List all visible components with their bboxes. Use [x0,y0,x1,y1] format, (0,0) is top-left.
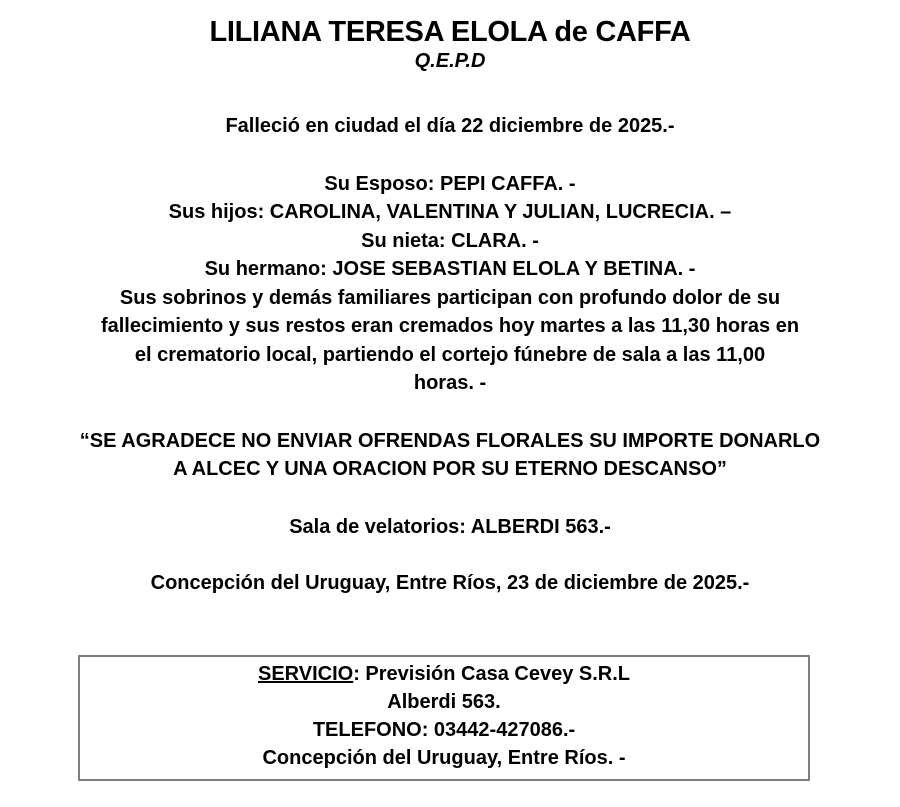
city-dateline: Concepción del Uruguay, Entre Ríos, 23 de diciembre de 2025.- [150,572,750,594]
wake-room-line: Sala de velatorios: ALBERDI 563.- [289,515,611,538]
participation-paragraph-line: Sus sobrinos y demás familiares participan con profundo dolor de su [119,286,781,309]
participation-paragraph-line: horas. - [413,372,487,394]
no-flowers-request-line: “SE AGRADECE NO ENVIAR OFRENDAS FLORALES SU IMPORTE DONARLO [79,429,821,452]
family-block [0,170,900,398]
funeral-service-box [78,655,810,781]
service-phone-line: TELEFONO: 03442-427086.- [312,719,576,742]
spouse-line: Su Esposo: PEPI CAFFA. - [324,172,576,195]
service-city-line: Concepción del Uruguay, Entre Ríos. - [262,747,626,770]
children-line: Sus hijos: CAROLINA, VALENTINA Y JULIAN, LUCRECIA. – [168,201,732,223]
participation-paragraph-line: el crematorio local, partiendo el cortejo fúnebre de sala a las 11,00 [134,343,766,366]
qepd-subtitle: Q.E.P.D [414,50,486,72]
service-provider-name: : Previsión Casa Cevey S.R.L [353,662,630,685]
service-address-line: Alberdi 563. [387,690,501,713]
no-flowers-request-block [0,427,900,484]
service-provider-line [80,660,808,688]
service-label: SERVICIO [257,662,354,685]
no-flowers-request-line: A ALCEC Y UNA ORACION POR SU ETERNO DESCANSO” [173,458,727,480]
deceased-name-title: LILIANA TERESA ELOLA de CAFFA [209,16,691,48]
brother-line: Su hermano: JOSE SEBASTIAN ELOLA Y BETINA. - [204,258,696,280]
granddaughter-line: Su nieta: CLARA. - [361,229,539,252]
death-date-line: Falleció en ciudad el día 22 diciembre de 2025.- [225,115,675,137]
participation-paragraph-line: fallecimiento y sus restos eran cremados hoy martes a las 11,30 horas en [100,315,800,337]
